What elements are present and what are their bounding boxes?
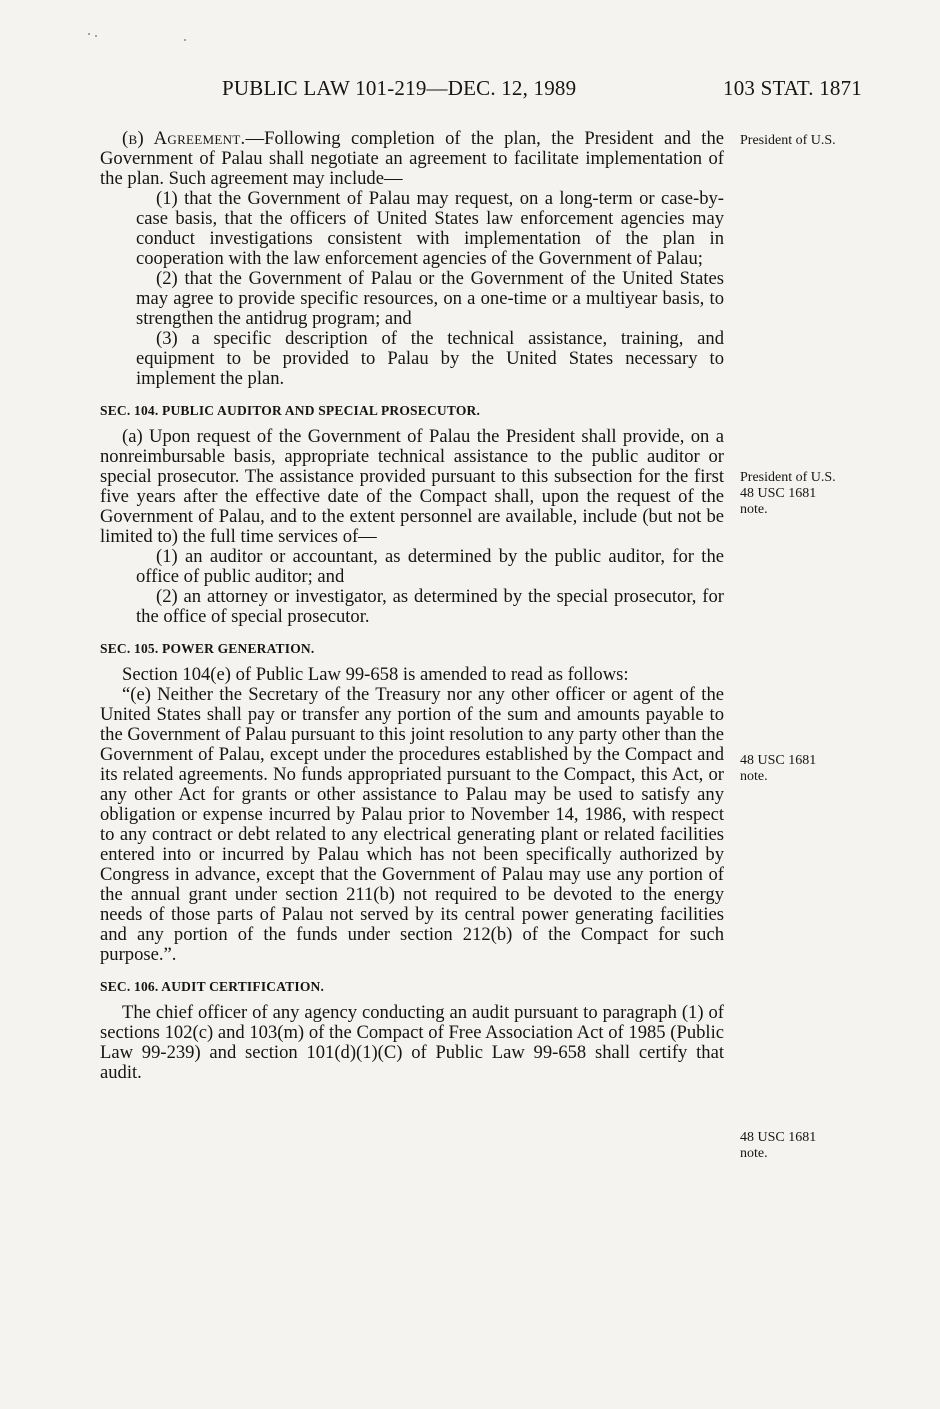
sec104-item-2: (2) an attorney or investigator, as determined by the special prosecutor, for the office of special prosecutor. <box>136 586 724 627</box>
page-number: 103 STAT. 1871 <box>723 76 862 100</box>
sec105-quote: “(e) Neither the Secretary of the Treasury nor any other officer or agent of the United States shall pay or transfer any portion of the sum and amounts payable to the Government of Palau pursuant to this joint resolution to any party other than the Government of Palau, except under the procedures established by the Compact and its related agreements. No funds appropriated pursuant to the Compact, this Act, or any other Act for grants or other assistance to Palau may be used to satisfy any obligation or expense incurred by Palau prior to November 14, 1986, with respect to any contract or debt related to any electrical generating plant or related facilities entered into or incurred by Palau which has not been specifically authorized by Congress in advance, except that the Government of Palau may use any portion of the annual grant under section 211(b) not required to be devoted to the energy needs of those parts of Palau not served by its central power generating facilities and any portion of the funds under section 212(b) of the Compact for such purpose.”. <box>100 684 724 965</box>
margin-note-text: note. <box>740 1146 768 1161</box>
sec104-heading: SEC. 104. PUBLIC AUDITOR AND SPECIAL PROSECUTOR. <box>100 403 481 418</box>
margin-note-text: 48 USC 1681 <box>740 1130 817 1145</box>
sec104-text: (a) Upon request of the Government of Palau the President shall provide, on a nonreimbursable basis, appropriate technical assistance to the public auditor or special prosecutor. The assistance provided pursuant to this subsection for the first five years after the effective date of the Compact shall, upon the request of the Government of Palau, and to the extent personnel are available, include (but not be limited to) the full time services of— <box>100 426 724 547</box>
subsection-b <box>100 129 724 189</box>
sec106-text: The chief officer of any agency conducting an audit pursuant to paragraph (1) of sections 102(c) and 103(m) of the Compact of Free Association Act of 1985 (Public Law 99-239) and section 101(d)(1)(C) of Public Law 99-658 shall certify that audit. <box>100 1002 724 1083</box>
subsection-b-item-2: (2) that the Government of Palau or the Government of the United States may agree to provide specific resources, on a one-time or a multiyear basis, to strengthen the antidrug program; and <box>136 268 724 329</box>
sec106-heading: SEC. 106. AUDIT CERTIFICATION. <box>100 979 325 994</box>
running-head: PUBLIC LAW 101-219—DEC. 12, 1989 <box>222 76 577 100</box>
margin-note-text: President of U.S. <box>740 470 836 485</box>
margin-note-text: note. <box>740 502 768 517</box>
scan-artifact <box>95 35 97 37</box>
scan-artifact <box>184 39 186 41</box>
margin-note-sec104 <box>740 470 900 518</box>
subsection-b-text: —Following completion of the plan, the President and the Government of Palau shall negotiate an agreement to facilitate implementation of the plan. Such agreement may include— <box>100 128 724 189</box>
sec104-item-1: (1) an auditor or accountant, as determined by the public auditor, for the office of public auditor; and <box>136 546 724 587</box>
body-text <box>100 129 724 1083</box>
margin-note-text: note. <box>740 769 768 784</box>
subsection-b-item-1: (1) that the Government of Palau may request, on a long-term or case-by-case basis, that the officers of United States law enforcement agencies may conduct investigations consistent with implementation of the plan in cooperation with the law enforcement agencies of the Government of Palau; <box>136 188 724 269</box>
margin-note-sec105 <box>740 753 900 785</box>
scan-artifact <box>88 33 90 35</box>
sec105-intro: Section 104(e) of Public Law 99-658 is amended to read as follows: <box>122 664 629 685</box>
page-header <box>222 76 872 106</box>
subsection-b-item-3: (3) a specific description of the technical assistance, training, and equipment to be provided to Palau by the United States necessary to implement the plan. <box>136 328 724 389</box>
margin-note-president <box>740 133 900 149</box>
margin-note-text: President of U.S. <box>740 133 836 148</box>
margin-note-text: 48 USC 1681 <box>740 753 817 768</box>
margin-note-text: 48 USC 1681 <box>740 486 817 501</box>
sec105-heading: SEC. 105. POWER GENERATION. <box>100 641 315 656</box>
margin-note-sec106 <box>740 1130 900 1162</box>
subsection-b-lead: (b) Agreement. <box>122 128 246 149</box>
